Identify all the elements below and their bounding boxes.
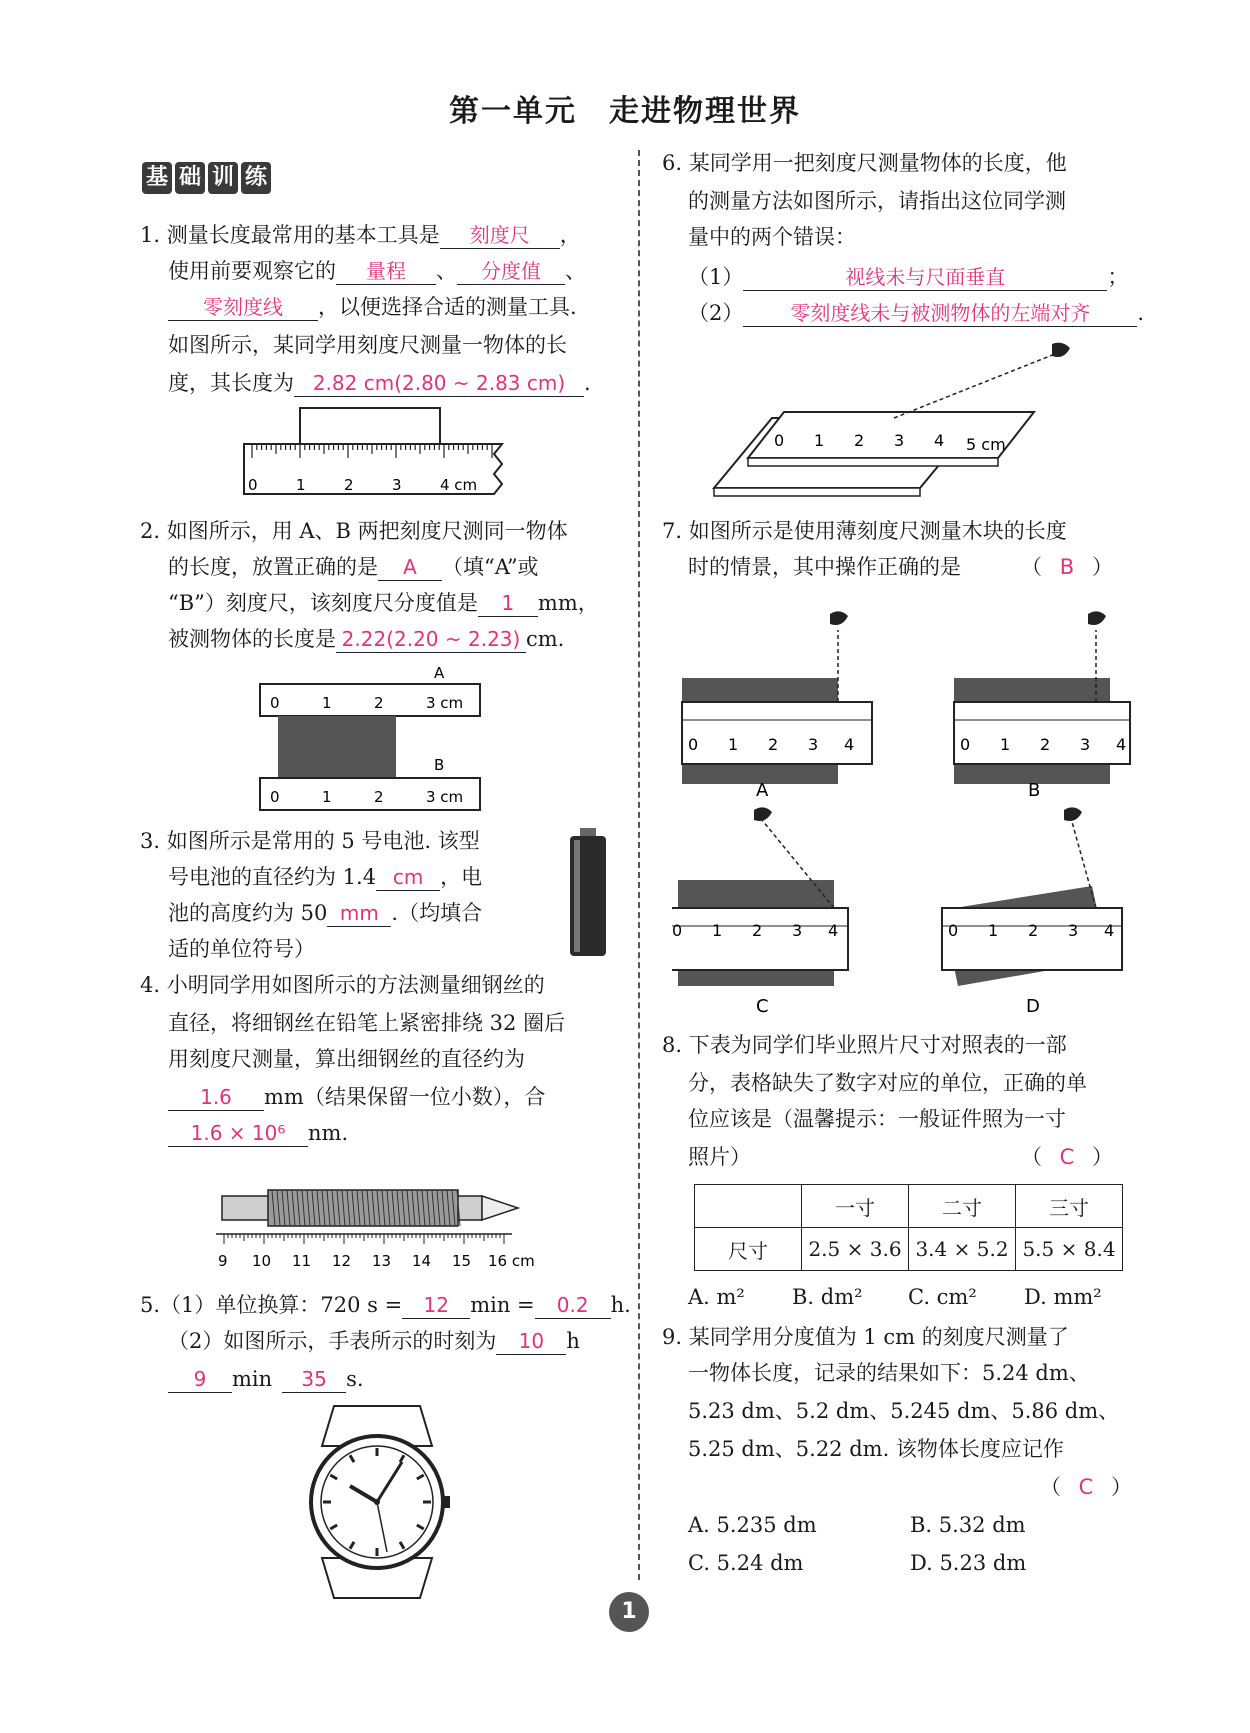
column-divider bbox=[638, 150, 640, 1580]
ruler-label-a: A bbox=[434, 664, 445, 682]
eye-icon bbox=[1052, 343, 1070, 357]
tick-label: 3 bbox=[894, 431, 905, 450]
q4-line-1: 4. 小明同学用如图所示的方法测量细钢丝的 bbox=[140, 973, 545, 997]
tick-label: 12 bbox=[332, 1252, 352, 1270]
q4-line-5: 1.6 × 10⁶ nm. bbox=[168, 1118, 348, 1148]
tick-label: 0 bbox=[948, 921, 959, 940]
figure-label-a: A bbox=[756, 780, 769, 801]
tick-label: 4 bbox=[1116, 735, 1127, 754]
q2-answer-1: A bbox=[378, 554, 442, 581]
tick-label: 3 bbox=[808, 735, 819, 754]
q6-line-1: 6. 某同学用一把刻度尺测量物体的长度，他 bbox=[662, 151, 1067, 175]
q5-answer-1: 12 bbox=[402, 1292, 470, 1319]
q6-line-5: （2） 零刻度线未与被测物体的左端对齐 . bbox=[688, 301, 1145, 325]
q5-line-3: 9 min 35 s. bbox=[168, 1364, 364, 1394]
table-row bbox=[695, 1228, 1123, 1271]
q8-line-3: 位应该是（温馨提示：一般证件照为一寸 bbox=[688, 1107, 1066, 1131]
q1-line-5: 度，其长度为 2.82 cm(2.80 ~ 2.83 cm) . bbox=[168, 371, 591, 395]
tick-label: 3 bbox=[792, 921, 803, 940]
q9-line-4: 5.25 dm、5.22 dm. 该物体长度应记作 bbox=[688, 1437, 1064, 1461]
tick-label: 14 bbox=[412, 1252, 432, 1270]
tick-label: 4 bbox=[828, 921, 839, 940]
measured-block bbox=[278, 716, 396, 780]
q1-answer-5: 2.82 cm(2.80 ~ 2.83 cm) bbox=[294, 370, 584, 397]
q8-option-b: B. dm² bbox=[792, 1285, 863, 1309]
q3-line-2: 号电池的直径约为 1.4 cm ，电 bbox=[168, 865, 483, 889]
q5-answer-4: 9 bbox=[168, 1366, 232, 1393]
q9-option-b: B. 5.32 dm bbox=[910, 1513, 1026, 1537]
tick-label: 10 bbox=[252, 1252, 272, 1270]
q3-answer-1: cm bbox=[376, 864, 440, 891]
q4-line-3: 用刻度尺测量，算出细钢丝的直径约为 bbox=[168, 1047, 525, 1071]
tick-label: 5 cm bbox=[966, 435, 1006, 454]
tick-label: 0 bbox=[688, 735, 699, 754]
tick-label: 2 bbox=[1040, 735, 1051, 754]
eye-icon bbox=[754, 807, 772, 821]
tick-label: 0 bbox=[960, 735, 971, 754]
battery-icon bbox=[566, 826, 612, 960]
q2-line-2: 的长度，放置正确的是 A （填“A”或 bbox=[168, 555, 539, 579]
table-cell: 3.4 × 5.2 bbox=[909, 1228, 1016, 1271]
q6-answer-1: 视线未与尺面垂直 bbox=[743, 264, 1107, 291]
q9-option-c: C. 5.24 dm bbox=[688, 1551, 804, 1575]
q2-line-3: “B”）刻度尺，该刻度尺分度值是 1 mm， bbox=[168, 591, 599, 615]
q2-answer-2: 1 bbox=[478, 590, 538, 617]
tick-label: 2 bbox=[374, 788, 384, 806]
page-title: 第一单元 走进物理世界 bbox=[449, 94, 801, 129]
eye-icon bbox=[1064, 807, 1082, 821]
figure-label-c: C bbox=[756, 996, 769, 1017]
tick-label: 2 bbox=[768, 735, 779, 754]
tick-label: 11 bbox=[292, 1252, 312, 1270]
tick-label: 4 cm bbox=[440, 476, 478, 494]
table-header-row bbox=[695, 1185, 1123, 1228]
tick-label: 3 cm bbox=[426, 788, 464, 806]
q4-pencil-figure bbox=[212, 1162, 542, 1272]
watch-icon bbox=[292, 1404, 462, 1600]
photo-size-table bbox=[694, 1184, 1123, 1271]
q1-answer-4: 零刻度线 bbox=[168, 294, 318, 321]
table-cell: 一寸 bbox=[802, 1185, 909, 1228]
q9-answer-line: （ C ） bbox=[1040, 1472, 1132, 1502]
figure-b bbox=[954, 611, 1130, 801]
section-badge bbox=[142, 162, 271, 194]
q6-ruler-figure bbox=[708, 338, 1084, 508]
q1-answer-3: 分度值 bbox=[457, 258, 565, 285]
q9-line-1: 9. 某同学用分度值为 1 cm 的刻度尺测量了 bbox=[662, 1325, 1069, 1349]
q8-option-d: D. mm² bbox=[1024, 1285, 1102, 1309]
eye-icon bbox=[1088, 611, 1106, 625]
tick-label: 2 bbox=[1028, 921, 1039, 940]
tick-label: 2 bbox=[854, 431, 865, 450]
q1-answer-1: 刻度尺 bbox=[440, 222, 560, 249]
section-char: 基 bbox=[142, 162, 172, 194]
q8-line-4: 照片） （ C ） bbox=[688, 1142, 1113, 1172]
q9-answer: C bbox=[1078, 1475, 1094, 1499]
q6-line-2: 的测量方法如图所示，请指出这位同学测 bbox=[688, 189, 1066, 213]
q8-option-c: C. cm² bbox=[908, 1285, 977, 1309]
tick-label: 1 bbox=[322, 788, 332, 806]
tick-label: 15 bbox=[452, 1252, 472, 1270]
figure-d bbox=[942, 807, 1122, 1017]
q2-line-4: 被测物体的长度是 2.22(2.20 ~ 2.23) cm. bbox=[168, 627, 565, 651]
q2-line-1: 2. 如图所示，用 A、B 两把刻度尺测同一物体 bbox=[140, 519, 568, 543]
q5-line-1: 5.（1）单位换算：720 s = 12 min = 0.2 h. bbox=[140, 1293, 631, 1317]
q8-answer: C bbox=[1059, 1145, 1075, 1169]
tick-label: 0 bbox=[774, 431, 785, 450]
tick-label: 3 bbox=[1068, 921, 1079, 940]
q7-answer: B bbox=[1059, 555, 1075, 579]
q9-option-d: D. 5.23 dm bbox=[910, 1551, 1027, 1575]
q1-answer-2: 量程 bbox=[336, 258, 436, 285]
q4-line-2: 直径，将细钢丝在铅笔上紧密排绕 32 圈后 bbox=[168, 1011, 566, 1035]
figure-c bbox=[672, 807, 848, 1017]
table-cell: 尺寸 bbox=[695, 1228, 802, 1271]
tick-label: 13 bbox=[372, 1252, 392, 1270]
sight-line bbox=[894, 352, 1060, 418]
tick-label: 4 bbox=[1104, 921, 1115, 940]
section-char: 础 bbox=[175, 162, 205, 194]
q8-line-2: 分，表格缺失了数字对应的单位，正确的单 bbox=[688, 1071, 1087, 1095]
eye-icon bbox=[830, 611, 848, 625]
q7-line-1: 7. 如图所示是使用薄刻度尺测量木块的长度 bbox=[662, 519, 1067, 543]
q6-answer-2: 零刻度线未与被测物体的左端对齐 bbox=[743, 300, 1137, 327]
tick-label: 3 cm bbox=[426, 694, 464, 712]
page-number: 1 bbox=[609, 1592, 649, 1632]
q1-line-4: 如图所示，某同学用刻度尺测量一物体的长 bbox=[168, 333, 567, 357]
table-cell: 2.5 × 3.6 bbox=[802, 1228, 909, 1271]
q9-line-3: 5.23 dm、5.2 dm、5.245 dm、5.86 dm、 bbox=[688, 1399, 1120, 1423]
measured-object bbox=[300, 408, 440, 444]
tick-label: 1 bbox=[322, 694, 332, 712]
tick-label: 0 bbox=[270, 694, 280, 712]
tick-label: 1 bbox=[728, 735, 739, 754]
q3-answer-2: mm bbox=[327, 900, 391, 927]
q5-answer-2: 0.2 bbox=[535, 1292, 611, 1319]
q6-line-3: 量中的两个错误： bbox=[688, 225, 856, 249]
tick-label: 0 bbox=[248, 476, 258, 494]
tick-label: 2 bbox=[374, 694, 384, 712]
q7-figures bbox=[672, 590, 1132, 1020]
tick-label: 1 bbox=[1000, 735, 1011, 754]
q9-line-2: 一物体长度，记录的结果如下：5.24 dm、 bbox=[688, 1361, 1090, 1385]
tick-label: 1 bbox=[988, 921, 999, 940]
tick-label: 3 bbox=[392, 476, 402, 494]
q3-line-1: 3. 如图所示是常用的 5 号电池. 该型 bbox=[140, 829, 480, 853]
tick-label: 1 bbox=[296, 476, 306, 494]
q1-line-3: 零刻度线 ，以便选择合适的测量工具. bbox=[168, 292, 577, 322]
q1-ruler-figure bbox=[240, 402, 520, 502]
q5-answer-3: 10 bbox=[496, 1328, 566, 1355]
table-cell bbox=[695, 1185, 802, 1228]
q4-answer-1: 1.6 bbox=[168, 1084, 264, 1111]
tick-label: 0 bbox=[270, 788, 280, 806]
figure-label-b: B bbox=[1028, 780, 1041, 801]
q3-line-4: 适的单位符号） bbox=[168, 937, 315, 961]
section-char: 训 bbox=[208, 162, 238, 194]
q4-answer-2: 1.6 × 10⁶ bbox=[168, 1120, 308, 1147]
tick-label: 2 bbox=[344, 476, 354, 494]
tick-label: 1 bbox=[814, 431, 825, 450]
figure-label-d: D bbox=[1026, 996, 1040, 1017]
tick-label: 9 bbox=[218, 1252, 228, 1270]
tick-label: 2 bbox=[752, 921, 763, 940]
ruler-label-b: B bbox=[434, 756, 445, 774]
q1-line-1: 1. 测量长度最常用的基本工具是 刻度尺 ， bbox=[140, 223, 581, 247]
q8-line-1: 8. 下表为同学们毕业照片尺寸对照表的一部 bbox=[662, 1033, 1067, 1057]
q3-line-3: 池的高度约为 50 mm .（均填合 bbox=[168, 901, 483, 925]
tick-label: 4 bbox=[934, 431, 945, 450]
q6-line-4: （1） 视线未与尺面垂直 ； bbox=[688, 265, 1129, 289]
tick-label: 3 bbox=[1080, 735, 1091, 754]
q5-line-2: （2）如图所示，手表所示的时刻为 10 h bbox=[168, 1329, 580, 1353]
tick-label: 1 bbox=[712, 921, 723, 940]
q8-option-a: A. m² bbox=[688, 1285, 745, 1309]
tick-label: 16 cm bbox=[488, 1252, 535, 1270]
q7-line-2: 时的情景，其中操作正确的是 （ B ） bbox=[688, 552, 1113, 582]
tick-label: 4 bbox=[844, 735, 855, 754]
table-cell: 二寸 bbox=[909, 1185, 1016, 1228]
table-cell: 5.5 × 8.4 bbox=[1016, 1228, 1123, 1271]
figure-a bbox=[682, 611, 872, 801]
section-char: 练 bbox=[241, 162, 271, 194]
table-cell: 三寸 bbox=[1016, 1185, 1123, 1228]
q5-answer-5: 35 bbox=[282, 1366, 346, 1393]
q4-line-4: 1.6 mm（结果保留一位小数），合 bbox=[168, 1082, 545, 1112]
tick-label: 0 bbox=[672, 921, 683, 940]
q9-option-a: A. 5.235 dm bbox=[688, 1513, 817, 1537]
q2-answer-3: 2.22(2.20 ~ 2.23) bbox=[336, 626, 526, 653]
q2-ruler-figure bbox=[256, 660, 496, 820]
q1-line-2: 使用前要观察它的 量程 、 分度值 、 bbox=[168, 259, 586, 283]
